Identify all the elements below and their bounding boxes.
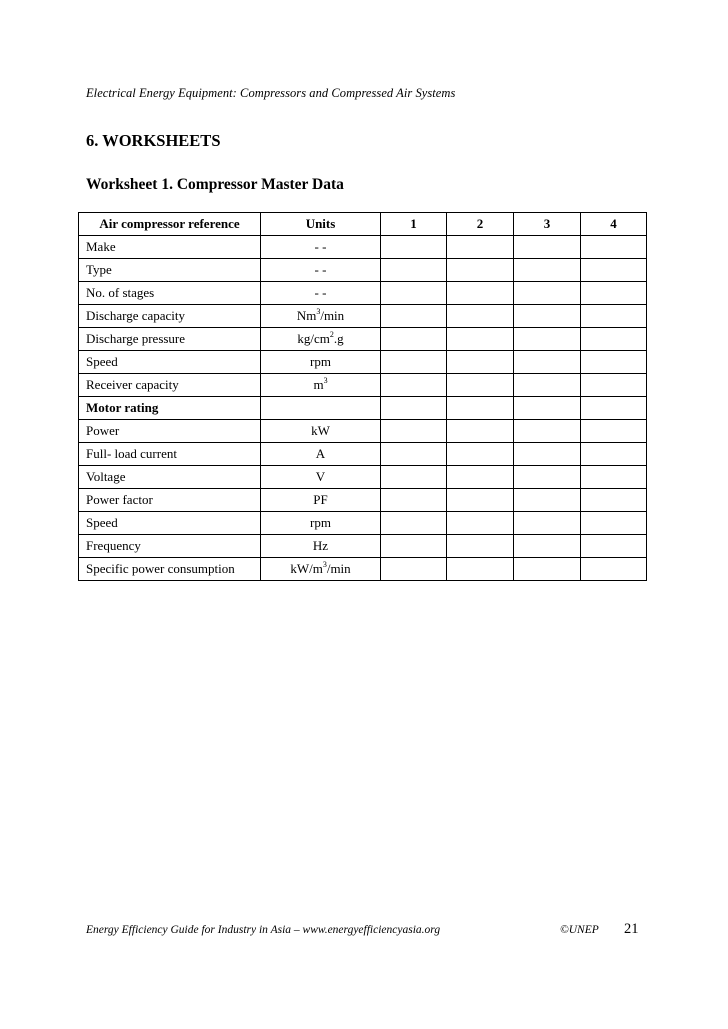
entry-cell-compressor-2[interactable] xyxy=(447,489,514,512)
entry-cell-compressor-4[interactable] xyxy=(581,489,647,512)
row-label: Power factor xyxy=(79,489,261,512)
row-label: Specific power consumption xyxy=(79,558,261,581)
entry-cell-compressor-1[interactable] xyxy=(381,305,447,328)
entry-cell-compressor-1[interactable] xyxy=(381,236,447,259)
row-label: Frequency xyxy=(79,535,261,558)
entry-cell-compressor-3[interactable] xyxy=(514,558,581,581)
table-row xyxy=(79,305,647,328)
entry-cell-compressor-4[interactable] xyxy=(581,397,647,420)
entry-cell-compressor-2[interactable] xyxy=(447,328,514,351)
unit-exponent: 2 xyxy=(329,330,334,339)
table-row xyxy=(79,397,647,420)
row-label: Full- load current xyxy=(79,443,261,466)
table-row xyxy=(79,374,647,397)
entry-cell-compressor-3[interactable] xyxy=(514,397,581,420)
entry-cell-compressor-1[interactable] xyxy=(381,351,447,374)
row-label: Speed xyxy=(79,351,261,374)
entry-cell-compressor-1[interactable] xyxy=(381,535,447,558)
entry-cell-compressor-1[interactable] xyxy=(381,466,447,489)
row-unit xyxy=(261,305,381,328)
header-compressor-3: 3 xyxy=(514,213,581,236)
table-row xyxy=(79,535,647,558)
footer-copyright: ©UNEP xyxy=(560,924,599,936)
row-unit: rpm xyxy=(261,512,381,535)
entry-cell-compressor-3[interactable] xyxy=(514,351,581,374)
entry-cell-compressor-4[interactable] xyxy=(581,466,647,489)
entry-cell-compressor-1[interactable] xyxy=(381,328,447,351)
header-reference: Air compressor reference xyxy=(79,213,261,236)
table-row xyxy=(79,420,647,443)
unit-base: m xyxy=(313,377,324,392)
entry-cell-compressor-3[interactable] xyxy=(514,259,581,282)
row-unit: kW xyxy=(261,420,381,443)
row-unit xyxy=(261,397,381,420)
entry-cell-compressor-1[interactable] xyxy=(381,282,447,305)
entry-cell-compressor-2[interactable] xyxy=(447,305,514,328)
row-unit: V xyxy=(261,466,381,489)
entry-cell-compressor-3[interactable] xyxy=(514,443,581,466)
row-unit xyxy=(261,374,381,397)
header-compressor-4: 4 xyxy=(581,213,647,236)
table-row xyxy=(79,282,647,305)
entry-cell-compressor-4[interactable] xyxy=(581,282,647,305)
row-unit: Hz xyxy=(261,535,381,558)
entry-cell-compressor-1[interactable] xyxy=(381,259,447,282)
row-label: Make xyxy=(79,236,261,259)
entry-cell-compressor-3[interactable] xyxy=(514,374,581,397)
entry-cell-compressor-2[interactable] xyxy=(447,397,514,420)
entry-cell-compressor-3[interactable] xyxy=(514,420,581,443)
entry-cell-compressor-2[interactable] xyxy=(447,351,514,374)
entry-cell-compressor-3[interactable] xyxy=(514,535,581,558)
table-row xyxy=(79,443,647,466)
entry-cell-compressor-4[interactable] xyxy=(581,328,647,351)
row-label: Discharge capacity xyxy=(79,305,261,328)
entry-cell-compressor-1[interactable] xyxy=(381,374,447,397)
entry-cell-compressor-2[interactable] xyxy=(447,282,514,305)
entry-cell-compressor-4[interactable] xyxy=(581,351,647,374)
table-row xyxy=(79,466,647,489)
unit-base: Nm xyxy=(296,308,317,323)
unit-suffix: /min xyxy=(320,308,345,323)
entry-cell-compressor-4[interactable] xyxy=(581,259,647,282)
entry-cell-compressor-4[interactable] xyxy=(581,420,647,443)
entry-cell-compressor-1[interactable] xyxy=(381,512,447,535)
entry-cell-compressor-2[interactable] xyxy=(447,420,514,443)
table-row xyxy=(79,328,647,351)
row-label: Power xyxy=(79,420,261,443)
row-unit: rpm xyxy=(261,351,381,374)
table-row xyxy=(79,236,647,259)
entry-cell-compressor-1[interactable] xyxy=(381,443,447,466)
entry-cell-compressor-2[interactable] xyxy=(447,558,514,581)
running-header: Electrical Energy Equipment: Compressors and Compressed Air Systems xyxy=(86,86,456,100)
entry-cell-compressor-4[interactable] xyxy=(581,512,647,535)
table-row xyxy=(79,489,647,512)
entry-cell-compressor-1[interactable] xyxy=(381,558,447,581)
entry-cell-compressor-4[interactable] xyxy=(581,558,647,581)
table-row xyxy=(79,558,647,581)
unit-exponent: 3 xyxy=(323,376,328,385)
compressor-master-data-table xyxy=(78,212,647,581)
table-row xyxy=(79,259,647,282)
entry-cell-compressor-2[interactable] xyxy=(447,443,514,466)
entry-cell-compressor-3[interactable] xyxy=(514,489,581,512)
table-row xyxy=(79,512,647,535)
row-unit: PF xyxy=(261,489,381,512)
entry-cell-compressor-3[interactable] xyxy=(514,282,581,305)
entry-cell-compressor-3[interactable] xyxy=(514,466,581,489)
row-label: Voltage xyxy=(79,466,261,489)
unit-suffix: /min xyxy=(326,561,351,576)
entry-cell-compressor-3[interactable] xyxy=(514,236,581,259)
unit-exponent: 3 xyxy=(316,307,321,316)
row-unit xyxy=(261,558,381,581)
entry-cell-compressor-4[interactable] xyxy=(581,374,647,397)
unit-base: kg/cm xyxy=(297,331,330,346)
header-compressor-2: 2 xyxy=(447,213,514,236)
entry-cell-compressor-2[interactable] xyxy=(447,236,514,259)
section-title: 6. WORKSHEETS xyxy=(86,131,221,150)
entry-cell-compressor-3[interactable] xyxy=(514,328,581,351)
header-compressor-1: 1 xyxy=(381,213,447,236)
entry-cell-compressor-2[interactable] xyxy=(447,259,514,282)
row-label: Receiver capacity xyxy=(79,374,261,397)
entry-cell-compressor-2[interactable] xyxy=(447,512,514,535)
entry-cell-compressor-4[interactable] xyxy=(581,305,647,328)
entry-cell-compressor-4[interactable] xyxy=(581,236,647,259)
row-label: No. of stages xyxy=(79,282,261,305)
entry-cell-compressor-3[interactable] xyxy=(514,305,581,328)
unit-exponent: 3 xyxy=(322,560,327,569)
unit-suffix: .g xyxy=(333,331,344,346)
table-header-row xyxy=(79,213,647,236)
row-unit: A xyxy=(261,443,381,466)
entry-cell-compressor-1[interactable] xyxy=(381,420,447,443)
row-unit: - - xyxy=(261,236,381,259)
entry-cell-compressor-4[interactable] xyxy=(581,535,647,558)
row-unit: - - xyxy=(261,259,381,282)
row-label: Type xyxy=(79,259,261,282)
row-unit: - - xyxy=(261,282,381,305)
page-number: 21 xyxy=(624,921,639,937)
row-label: Motor rating xyxy=(79,397,261,420)
entry-cell-compressor-1[interactable] xyxy=(381,397,447,420)
unit-base: kW/m xyxy=(290,561,323,576)
row-label: Discharge pressure xyxy=(79,328,261,351)
entry-cell-compressor-2[interactable] xyxy=(447,374,514,397)
row-label: Speed xyxy=(79,512,261,535)
footer-guide: Energy Efficiency Guide for Industry in Asia – www.energyefficiencyasia.org xyxy=(86,924,441,936)
worksheet-title: Worksheet 1. Compressor Master Data xyxy=(86,176,344,193)
table-row xyxy=(79,351,647,374)
row-unit xyxy=(261,328,381,351)
entry-cell-compressor-1[interactable] xyxy=(381,489,447,512)
header-units: Units xyxy=(261,213,381,236)
entry-cell-compressor-4[interactable] xyxy=(581,443,647,466)
entry-cell-compressor-2[interactable] xyxy=(447,535,514,558)
entry-cell-compressor-2[interactable] xyxy=(447,466,514,489)
entry-cell-compressor-3[interactable] xyxy=(514,512,581,535)
